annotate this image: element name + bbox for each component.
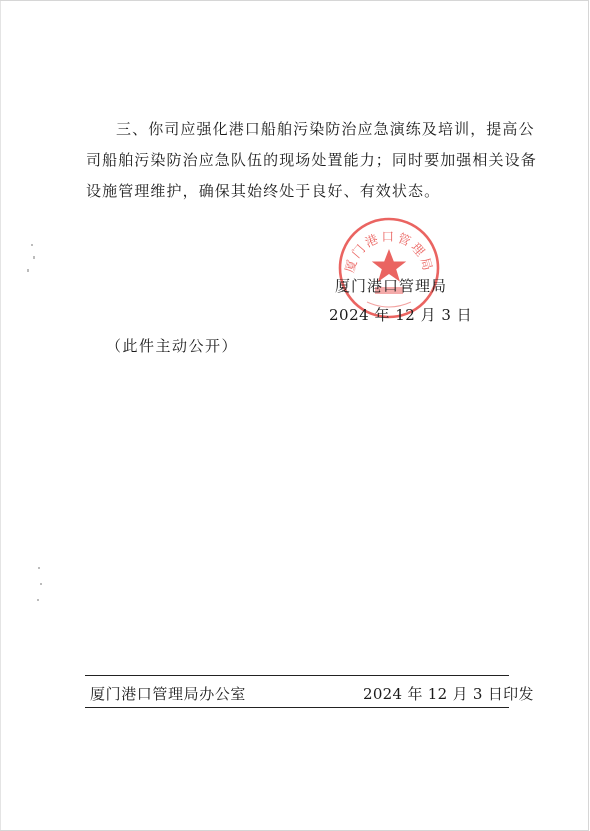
seal-text: 厦门港口管理局 — [341, 228, 437, 275]
scan-speck — [38, 567, 40, 569]
scan-speck — [37, 599, 39, 601]
footer-issuer: 厦门港口管理局办公室 — [90, 685, 247, 703]
signing-date: 2024 年 12 月 3 日 — [329, 306, 473, 324]
page-edge — [0, 1, 1, 830]
body-line: 设施管理维护，确保其始终处于良好、有效状态。 — [86, 182, 441, 200]
scan-speck — [40, 583, 42, 585]
body-line: 司船舶污染防治应急队伍的现场处置能力；同时要加强相关设备 — [86, 151, 537, 169]
scan-speck — [31, 244, 33, 246]
signing-organization: 厦门港口管理局 — [335, 277, 448, 295]
disclosure-note: （此件主动公开） — [106, 337, 239, 355]
footer-bottom-rule — [85, 707, 509, 708]
scan-speck — [33, 256, 35, 259]
footer-issue-date: 2024 年 12 月 3 日印发 — [363, 685, 534, 703]
footer-top-rule — [85, 675, 509, 676]
body-line: 三、你司应强化港口船舶污染防治应急演练及培训，提高公 — [116, 120, 535, 138]
scan-speck — [27, 269, 29, 272]
body-paragraph — [86, 114, 537, 207]
